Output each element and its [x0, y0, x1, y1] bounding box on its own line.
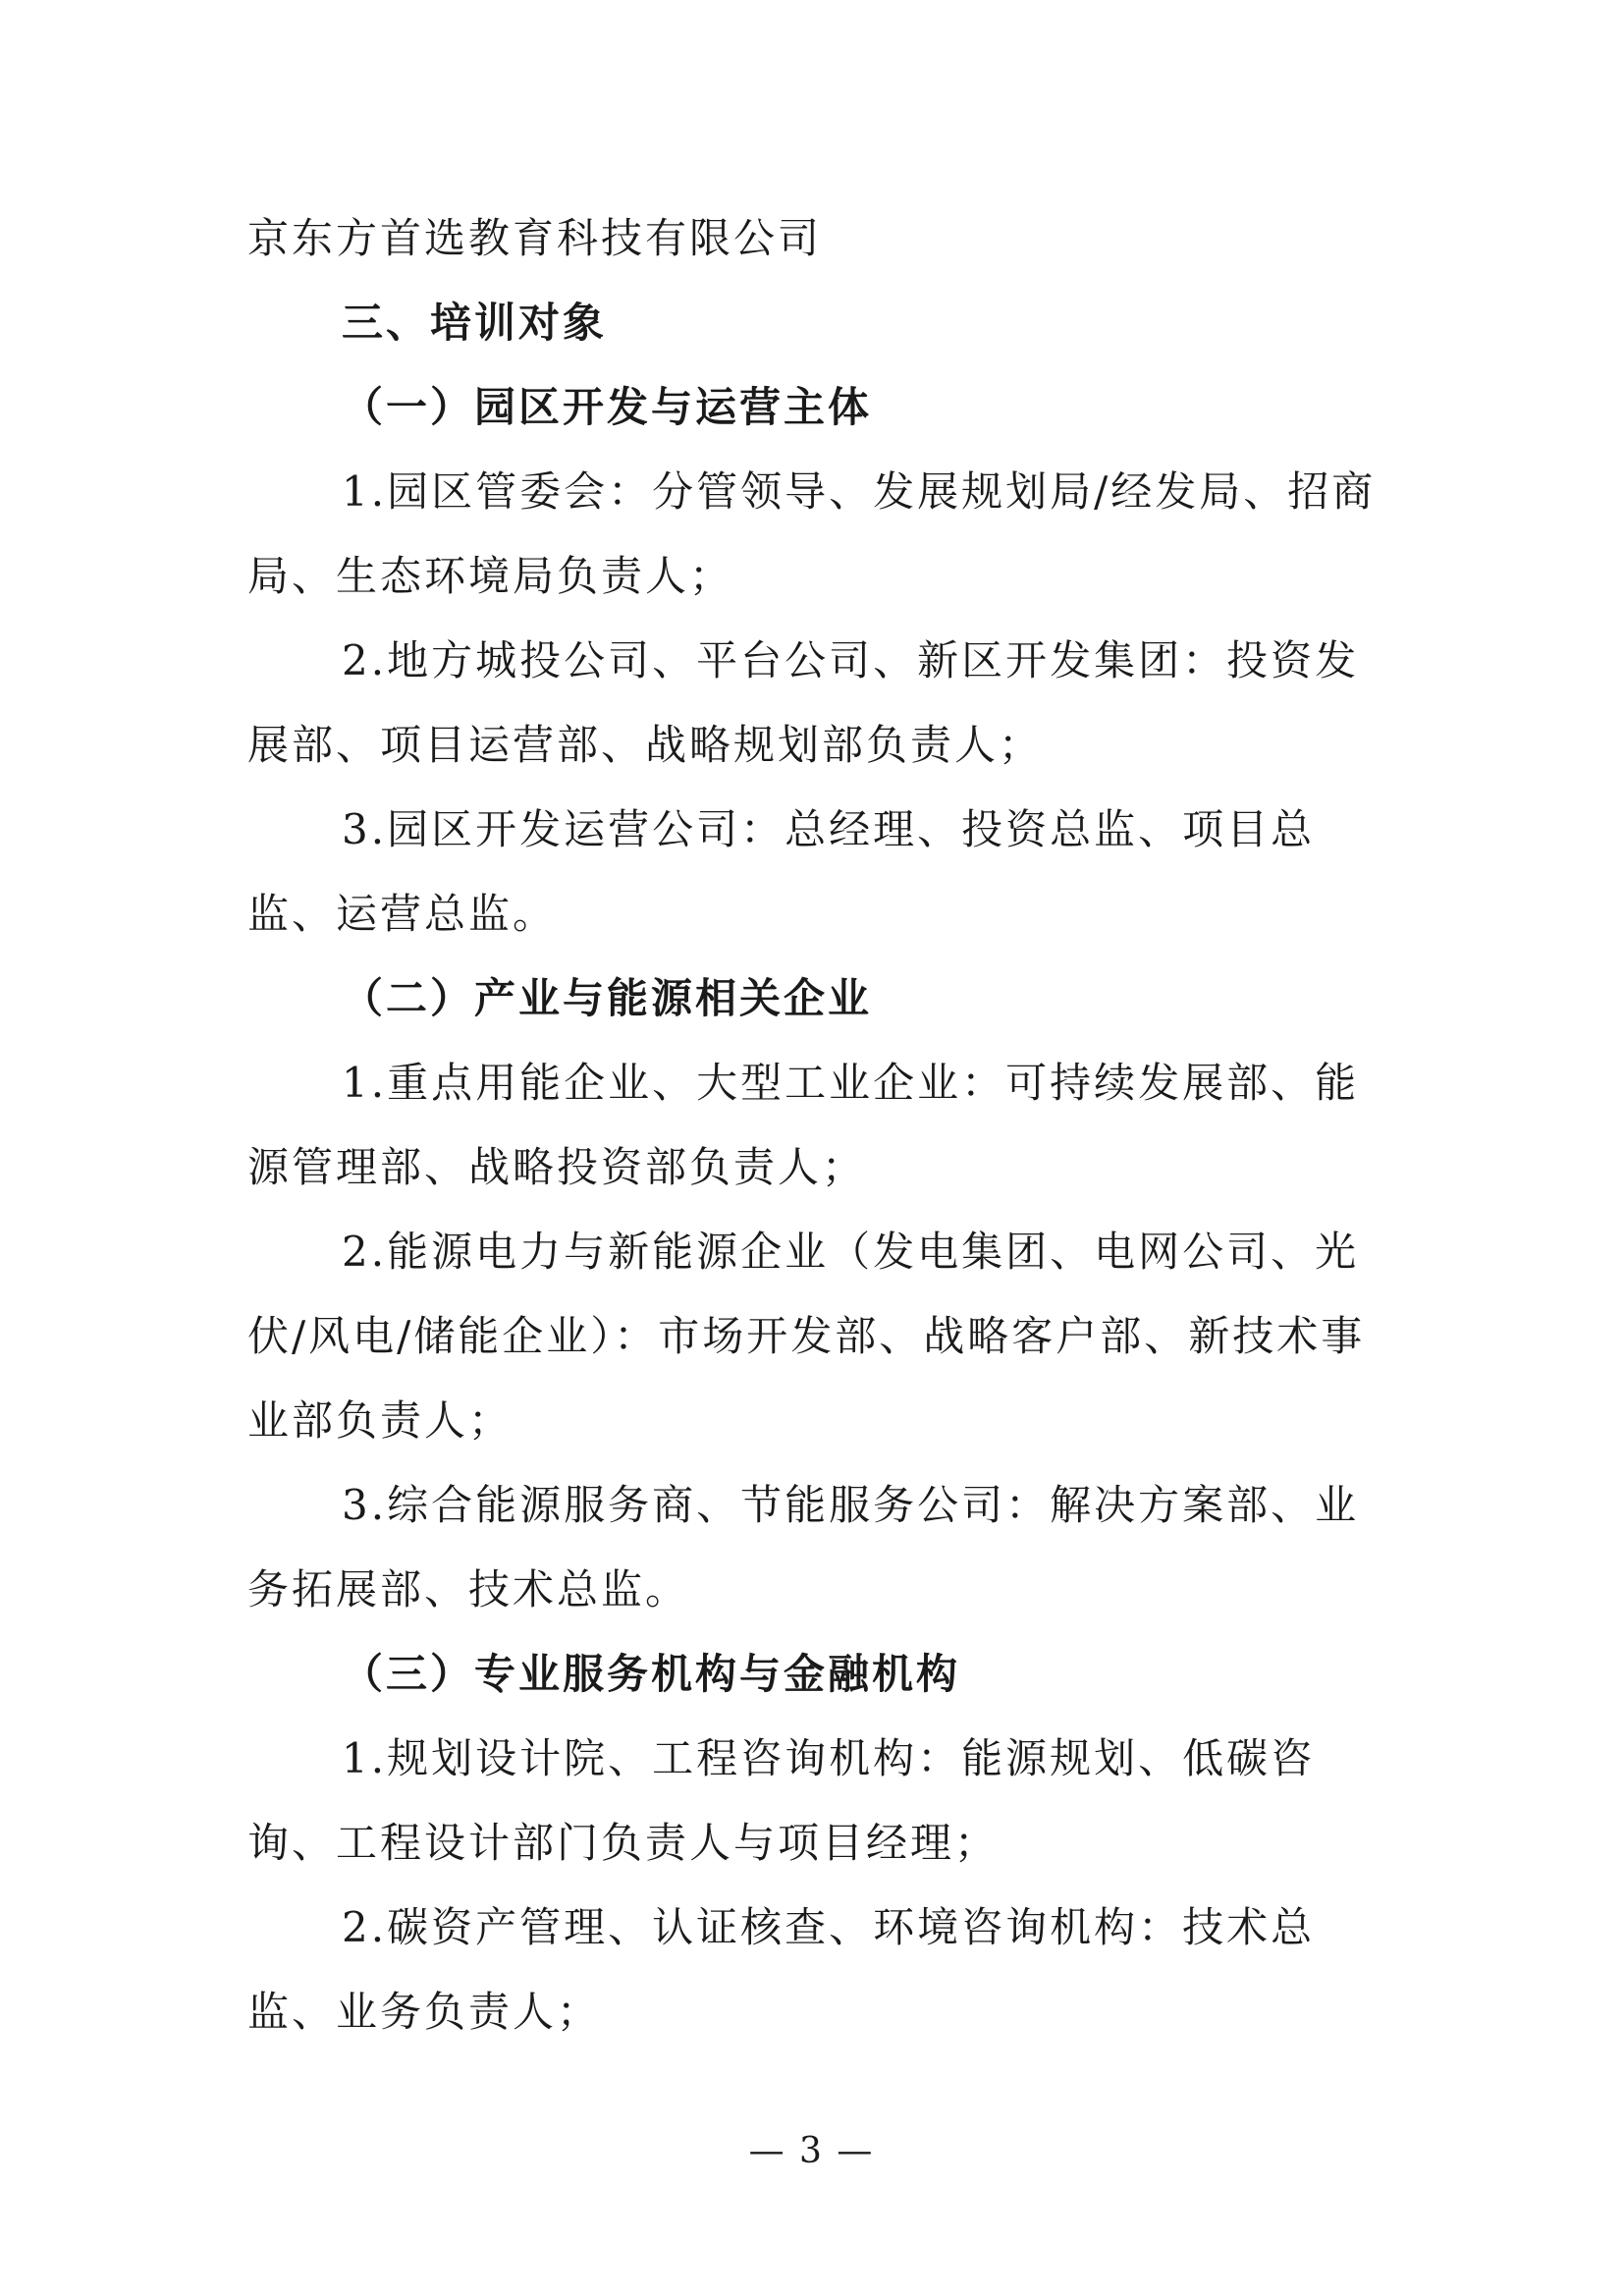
- paragraph-local-investment-companies: 2.地方城投公司、平台公司、新区开发集团：投资发展部、项目运营部、战略规划部负责人；: [247, 636, 1360, 769]
- page-number: — 3 —: [748, 2131, 875, 2171]
- paragraph-energy-service-providers: 3.综合能源服务商、节能服务公司：解决方案部、业务拓展部、技术总监。: [247, 1481, 1360, 1613]
- paragraph-company-name: 京东方首选教育科技有限公司: [247, 214, 823, 262]
- paragraph-power-new-energy-enterprises: 2.能源电力与新能源企业（发电集团、电网公司、光伏/风电/储能企业）：市场开发部、战略客户部、新技术事业部负责人；: [247, 1228, 1366, 1445]
- subheading-park-operators: （一）园区开发与运营主体: [342, 383, 873, 431]
- paragraph-key-energy-users: 1.重点用能企业、大型工业企业：可持续发展部、能源管理部、战略投资部负责人；: [247, 1059, 1360, 1191]
- section-heading-training-targets: 三、培训对象: [342, 299, 608, 347]
- paragraph-planning-design-institutes: 1.规划设计院、工程咨询机构：能源规划、低碳咨询、工程设计部门负责人与项目经理；: [247, 1734, 1316, 1867]
- paragraph-park-development-companies: 3.园区开发运营公司：总经理、投资总监、项目总监、运营总监。: [247, 805, 1316, 938]
- paragraph-park-committee: 1.园区管委会：分管领导、发展规划局/经发局、招商局、生态环境局负责人；: [247, 467, 1377, 600]
- paragraph-carbon-asset-management: 2.碳资产管理、认证核查、环境咨询机构：技术总监、业务负责人；: [247, 1903, 1316, 2036]
- subheading-professional-financial-institutions: （三）专业服务机构与金融机构: [342, 1650, 961, 1698]
- subheading-industry-energy-enterprises: （二）产业与能源相关企业: [342, 974, 873, 1022]
